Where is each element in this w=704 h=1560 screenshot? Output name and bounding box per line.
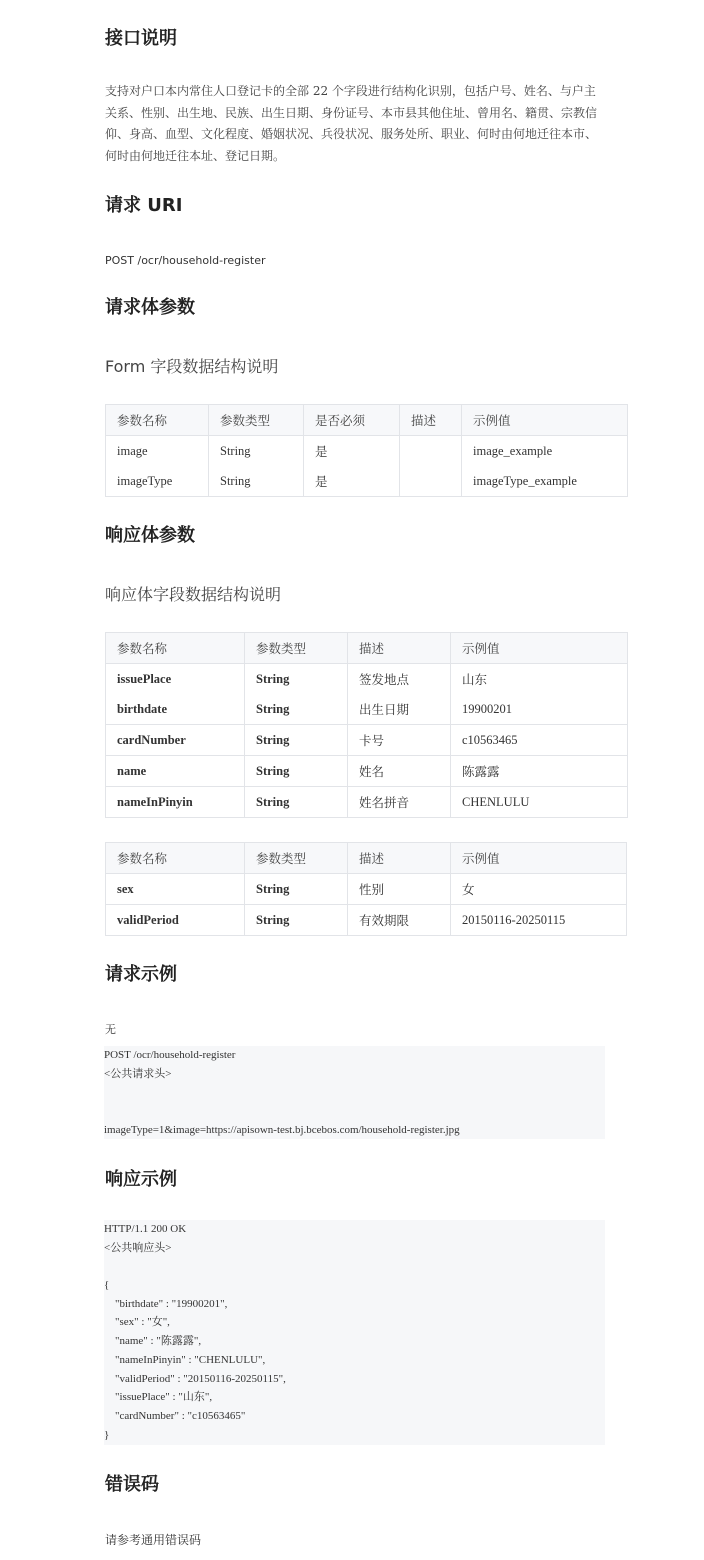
header-cell: 是否必须 bbox=[304, 405, 400, 436]
table-header-row bbox=[106, 633, 628, 664]
table-cell: birthdate bbox=[117, 701, 167, 716]
table-row bbox=[106, 436, 628, 467]
table-row bbox=[106, 694, 628, 725]
response-params-table-1 bbox=[105, 632, 628, 818]
table-cell: imageType_example bbox=[462, 466, 628, 497]
request-example-heading: 请求示例 bbox=[105, 964, 177, 985]
table-cell: sex bbox=[117, 881, 134, 896]
code-line bbox=[104, 1257, 605, 1276]
table-header-row bbox=[106, 843, 627, 874]
response-params-heading: 响应体参数 bbox=[105, 525, 195, 546]
table-cell: String bbox=[245, 874, 348, 905]
table-cell: cardNumber bbox=[106, 725, 245, 756]
response-subtitle: 响应体字段数据结构说明 bbox=[105, 585, 282, 604]
code-line: "birthdate" : "19900201", bbox=[104, 1297, 228, 1310]
header-cell: 示例值 bbox=[451, 633, 628, 664]
table-cell: 卡号 bbox=[348, 725, 451, 756]
table-row bbox=[106, 725, 628, 756]
request-example-none: 无 bbox=[105, 1023, 116, 1036]
table-cell: image_example bbox=[462, 436, 628, 467]
table-cell: 姓名 bbox=[348, 756, 451, 787]
header-cell: 描述 bbox=[348, 843, 451, 874]
code-line: <公共请求头> bbox=[104, 1067, 172, 1080]
table-cell: 是 bbox=[304, 466, 400, 497]
table-cell: String bbox=[209, 436, 304, 467]
error-code-link[interactable]: 请参考通用错误码 bbox=[105, 1533, 202, 1547]
code-line: "nameInPinyin" : "CHENLULU", bbox=[104, 1353, 266, 1366]
table-row bbox=[106, 664, 628, 695]
header-cell: 示例值 bbox=[462, 405, 628, 436]
intro-heading: 接口说明 bbox=[105, 28, 177, 49]
table-cell: 20150116-20250115 bbox=[451, 905, 627, 936]
body-params-heading: 请求体参数 bbox=[105, 297, 195, 318]
table-cell: 19900201 bbox=[451, 694, 628, 725]
code-line: "issuePlace" : "山东", bbox=[104, 1391, 213, 1404]
table-cell: nameInPinyin bbox=[106, 787, 245, 818]
table-row bbox=[106, 874, 627, 905]
table-cell: CHENLULU bbox=[451, 787, 628, 818]
response-example-heading: 响应示例 bbox=[105, 1169, 177, 1190]
table-cell: String bbox=[245, 756, 348, 787]
table-row bbox=[106, 756, 628, 787]
header-cell: 参数名称 bbox=[106, 843, 245, 874]
table-cell: String bbox=[245, 664, 348, 695]
header-cell: 描述 bbox=[400, 405, 462, 436]
code-line: <公共响应头> bbox=[104, 1241, 172, 1254]
code-line: POST /ocr/household-register bbox=[104, 1049, 236, 1061]
table-cell bbox=[400, 436, 462, 467]
table-cell: 有效期限 bbox=[348, 905, 451, 936]
response-params-table-2 bbox=[105, 842, 627, 936]
table-cell: validPeriod bbox=[106, 905, 245, 936]
code-line bbox=[104, 1083, 605, 1102]
form-subtitle: Form 字段数据结构说明 bbox=[105, 357, 279, 376]
table-cell: 是 bbox=[304, 436, 400, 467]
request-code-block bbox=[104, 1046, 605, 1139]
code-line: "cardNumber" : "c10563465" bbox=[104, 1409, 246, 1422]
header-cell: 参数名称 bbox=[106, 405, 209, 436]
uri-heading: 请求 URI bbox=[105, 195, 183, 216]
table-cell: String bbox=[245, 694, 348, 725]
table-cell: 女 bbox=[451, 874, 627, 905]
table-cell: String bbox=[245, 905, 348, 936]
code-line: imageType=1&image=https://apisown-test.bj.bcebos.com/household-register.jpg bbox=[104, 1123, 460, 1136]
table-cell: issuePlace bbox=[117, 671, 172, 686]
table-cell: 性别 bbox=[348, 874, 451, 905]
table-cell: imageType bbox=[117, 473, 173, 488]
code-line: "sex" : "女", bbox=[104, 1316, 170, 1329]
header-cell: 参数类型 bbox=[245, 633, 348, 664]
header-cell: 描述 bbox=[348, 633, 451, 664]
code-line: } bbox=[104, 1428, 110, 1441]
code-line: "validPeriod" : "20150116-20250115", bbox=[104, 1372, 286, 1385]
table-cell: 山东 bbox=[451, 664, 628, 695]
table-cell: name bbox=[106, 756, 245, 787]
response-code-block bbox=[104, 1220, 605, 1445]
table-cell: image bbox=[117, 443, 148, 458]
table-row bbox=[106, 466, 628, 497]
code-line: "name" : "陈露露", bbox=[104, 1335, 202, 1348]
code-line bbox=[104, 1102, 605, 1121]
table-row bbox=[106, 787, 628, 818]
table-cell: 出生日期 bbox=[348, 694, 451, 725]
intro-description: 支持对户口本内常住人口登记卡的全部 22 个字段进行结构化识别，包括户号、姓名、与户主关系、性别、出生地、民族、出生日期、身份证号、本市县其他住址、曾用名、籍贯、宗教信仰、身高、血型、文化程度、婚姻状况、兵役状况、服务处所、职业、何时由何地迁往本市、何时由何地迁往本址、登记日期。 bbox=[105, 84, 598, 163]
header-cell: 参数类型 bbox=[209, 405, 304, 436]
code-line: HTTP/1.1 200 OK bbox=[104, 1223, 187, 1235]
table-cell: c10563465 bbox=[451, 725, 628, 756]
table-cell: String bbox=[209, 466, 304, 497]
table-cell: String bbox=[245, 725, 348, 756]
table-row bbox=[106, 905, 627, 936]
table-cell: 签发地点 bbox=[348, 664, 451, 695]
uri-text: POST /ocr/household-register bbox=[105, 254, 266, 267]
table-cell bbox=[400, 466, 462, 497]
header-cell: 示例值 bbox=[451, 843, 627, 874]
code-line: { bbox=[104, 1279, 110, 1292]
header-cell: 参数名称 bbox=[106, 633, 245, 664]
table-cell: 陈露露 bbox=[451, 756, 628, 787]
error-code-heading: 错误码 bbox=[105, 1474, 159, 1495]
table-header-row bbox=[106, 405, 628, 436]
table-cell: 姓名拼音 bbox=[348, 787, 451, 818]
form-params-table bbox=[105, 404, 628, 497]
table-cell: String bbox=[245, 787, 348, 818]
header-cell: 参数类型 bbox=[245, 843, 348, 874]
